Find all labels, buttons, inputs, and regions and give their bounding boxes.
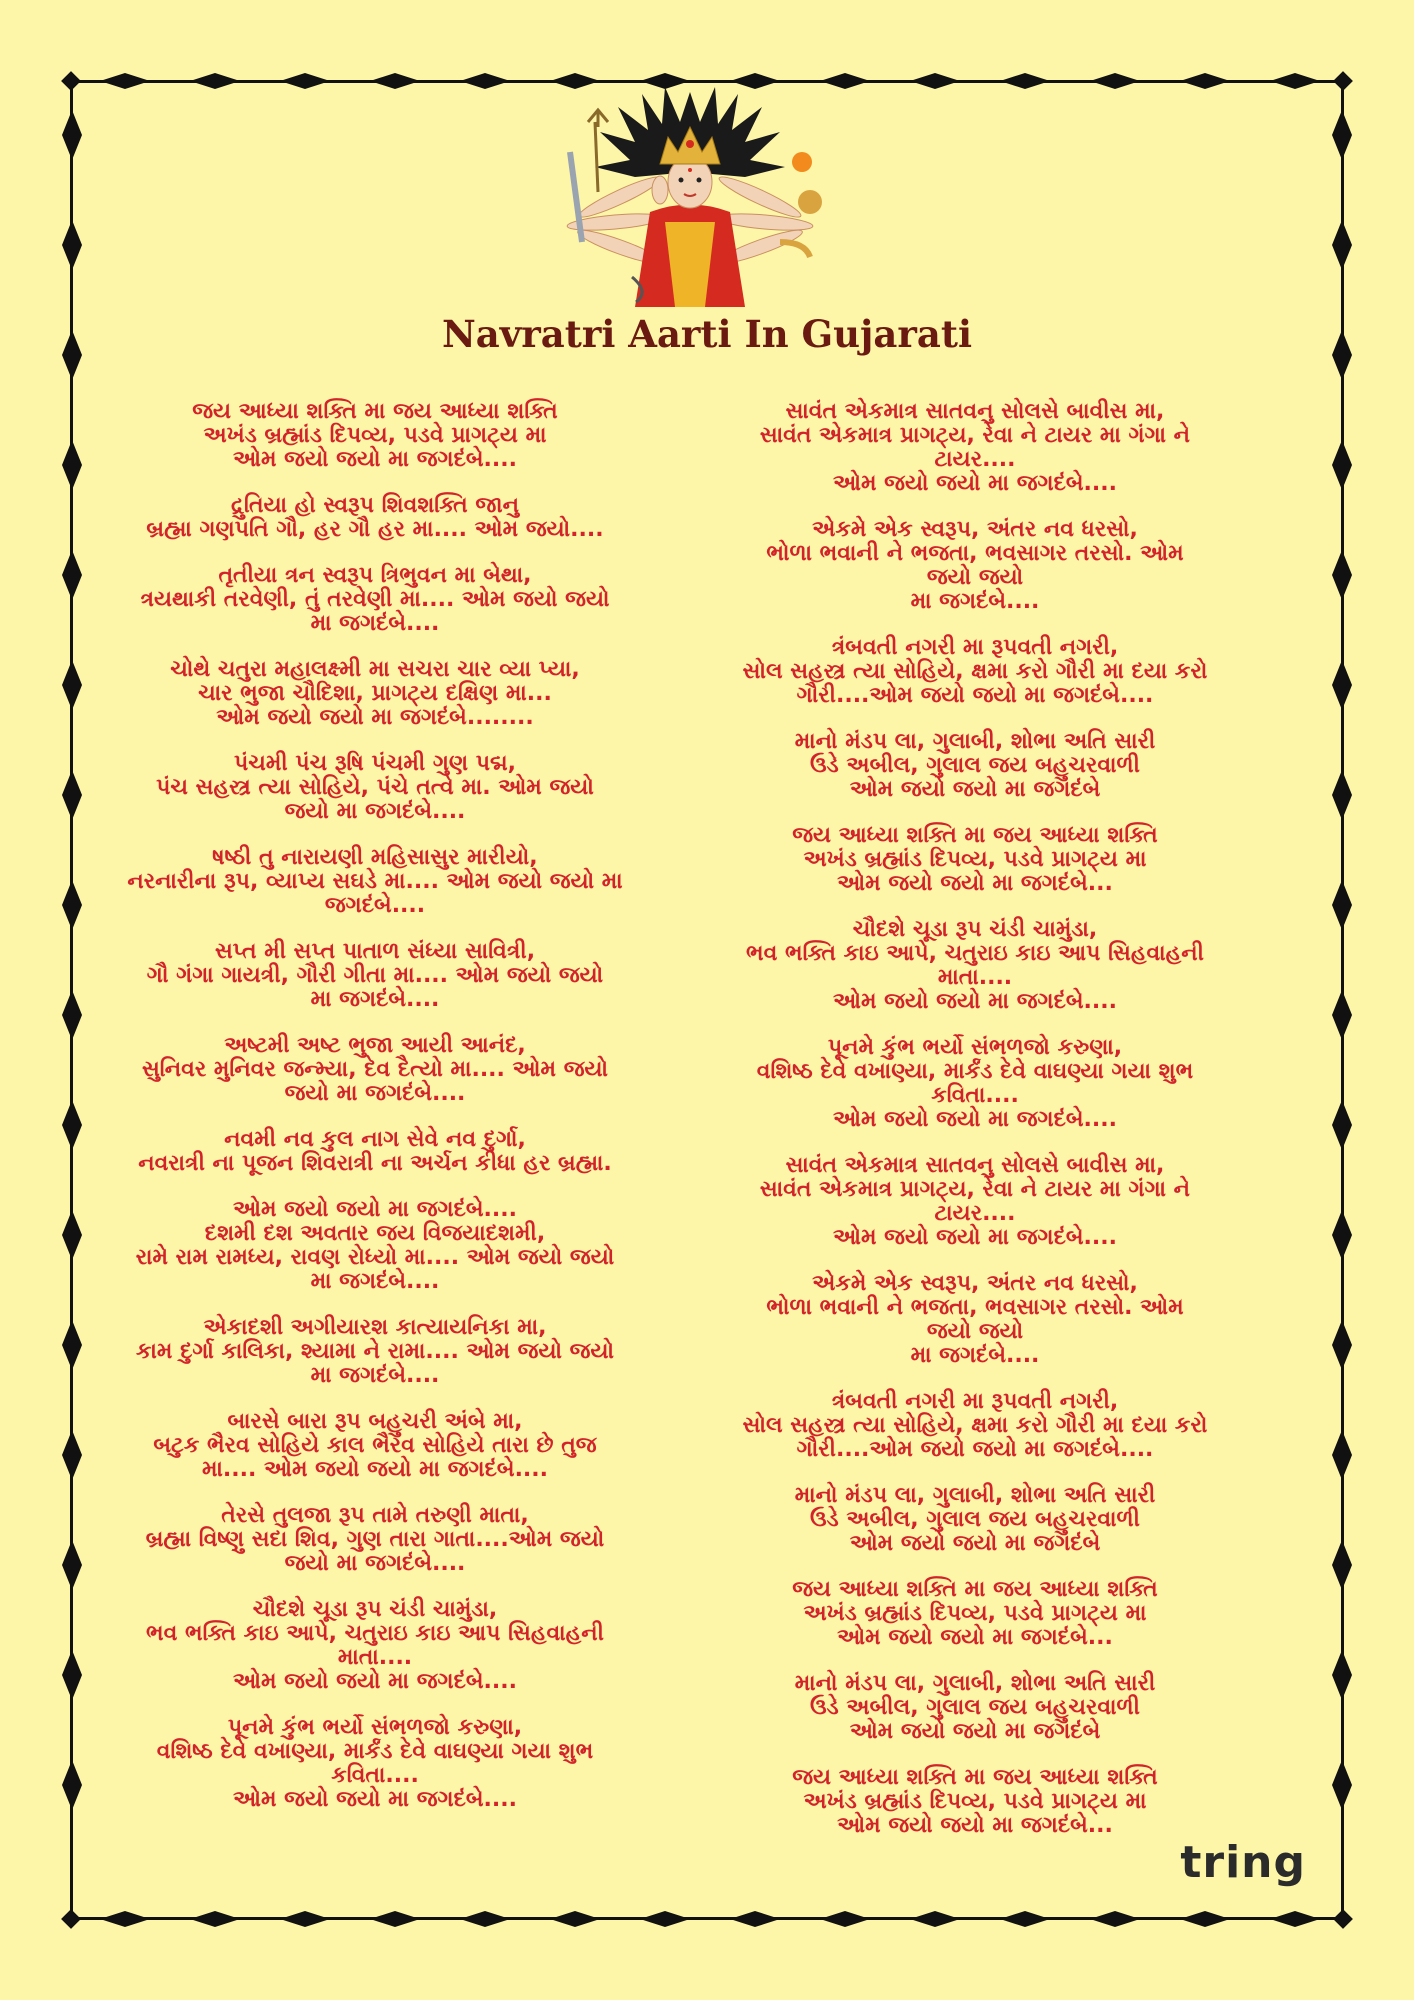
border-diamond [280, 73, 330, 89]
verse-stanza: ષષ્ઠી તુ નારાયણી મહિસાસુર મારીયો, નરનારીના રૂપ, વ્યાપ્ય સઘડે મા.... ઓમ જયો જયો મા જગદંબે.... [127, 845, 623, 918]
verse-stanza: એકમે એક સ્વરૂપ, અંતર નવ ધરસો, ભોળા ભવાની ને ભજતા, ભવસાગર તરસો. ઓમ જયો જયો મા જગદંબે.... [766, 517, 1184, 614]
border-diamond [280, 1911, 330, 1927]
border-diamond [1332, 660, 1352, 710]
verses-left-column [95, 400, 655, 1834]
border-diamond [1332, 880, 1352, 930]
durga-goddess-illustration [540, 82, 840, 307]
border-diamond [62, 1430, 82, 1480]
verse-stanza: તેરસે તુલજા રૂપ તામે તરુણી માતા, બ્રહ્મા વિષ્ણુ સદા શિવ, ગુણ તારા ગાતા....ઓમ જયો જયો મા જગદંબે.... [145, 1503, 605, 1576]
verse-stanza: પૂનમે કુંભ ભર્યો સંભળજો કરુણા, વશિષ્ઠ દેવે વખાણ્યા, માર્કંડ દેવે વાઘણ્યા ગયા શુભ કવિતા.... ઓમ જયો જયો મા જગદંબે.... [156, 1715, 594, 1812]
border-diamond [1332, 1210, 1352, 1260]
border-diamond [1332, 770, 1352, 820]
border-diamond [460, 1911, 510, 1927]
page-title: Navratri Aarti In Gujarati [441, 312, 973, 356]
verse-stanza: ચોથે ચતુરા મહાલક્ષ્મી મા સચરા ચાર વ્યા પ્યા, ચાર ભુજા ચૌદિશા, પ્રાગટ્ય દક્ષિણ મા... ઓમ જયો જયો મા જગદંબે........ [170, 657, 580, 730]
border-diamond [62, 880, 82, 930]
border-diamond [1332, 990, 1352, 1040]
verse-stanza: ઓમ જયો જયો મા જગદંબે.... દશમી દશ અવતાર જય વિજયાદશમી, રામે રામ રામધ્ય, રાવણ રોધ્યો મા.... ઓમ જયો જયો મા જગદંબે.... [135, 1197, 615, 1294]
border-diamond [730, 1911, 780, 1927]
verse-stanza: અષ્ટમી અષ્ટ ભુજા આયી આનંદ, સુનિવર મુનિવર જન્મ્યા, દેવ દૈત્યો મા.... ઓમ જયો જયો મા જગદંબે.... [141, 1033, 609, 1106]
verse-stanza: દ્રુતિયા હો સ્વરૂપ શિવશક્તિ જાનુ બ્રહ્મા ગણપતિ ગૌ, હર ગૌ હર મા.... ઓમ જયો.... [146, 493, 604, 542]
border-diamond [1332, 1540, 1352, 1590]
border-diamond [1332, 1320, 1352, 1370]
verse-stanza: માનો મંડપ લા, ગુલાબી, શોભા અતિ સારી ઉડે અબીલ, ગુલાલ જય બહુચરવાળી ઓમ જયો જયો મા જગદંબે [794, 729, 1156, 802]
border-diamond [100, 73, 150, 89]
border-diamond [1090, 73, 1140, 89]
border-diamond [1180, 1911, 1230, 1927]
border-diamond [62, 220, 82, 270]
border-diamond [1332, 550, 1352, 600]
verse-stanza: માનો મંડપ લા, ગુલાબી, શોભા અતિ સારી ઉડે અબીલ, ગુલાલ જય બહુચરવાળી ઓમ જયો જયો મા જગદંબે [794, 1483, 1156, 1556]
border-diamond [100, 1911, 150, 1927]
border-diamond [62, 440, 82, 490]
border-diamond [550, 1911, 600, 1927]
border-diamond [1332, 1100, 1352, 1150]
verse-stanza: ત્રંબવતી નગરી મા રૂપવતી નગરી, સોલ સહસ્ત્ર ત્યા સોહિયે, ક્ષમા કરો ગૌરી મા દયા કરો ગૌરી....ઓમ જયો જયો મા જગદંબે.... [742, 1389, 1208, 1462]
border-diamond [62, 660, 82, 710]
verse-stanza: સપ્ત મી સપ્ત પાતાળ સંધ્યા સાવિત્રી, ગૌ ગંગા ગાયત્રી, ગૌરી ગીતા મા.... ઓમ જયો જયો મા જગદંબે.... [146, 939, 604, 1012]
border-diamond [1270, 73, 1320, 89]
verse-stanza: ત્રંબવતી નગરી મા રૂપવતી નગરી, સોલ સહસ્ત્ર ત્યા સોહિયે, ક્ષમા કરો ગૌરી મા દયા કરો ગૌરી....ઓમ જયો જયો મા જગદંબે.... [742, 635, 1208, 708]
border-diamond [370, 73, 420, 89]
verse-stanza: જય આધ્યા શક્તિ મા જય આધ્યા શક્તિ અખંડ બ્રહ્માંડ દિપવ્ય, પડવે પ્રાગટ્ય મા ઓમ જયો જયો મા જગદંબે... [792, 1765, 1158, 1838]
border-diamond [910, 73, 960, 89]
verse-stanza: ચૌદશે ચૂડા રૂપ ચંડી ચામુંડા, ભવ ભક્તિ કાઇ આપે, ચતુરાઇ કાઇ આપ સિહવાહની માતા.... ઓમ જયો જયો મા જગદંબે.... [746, 917, 1204, 1014]
verse-stanza: સાવંત એકમાત્ર સાતવનુ સોલસે બાવીસ મા, સાવંત એકમાત્ર પ્રાગટ્ય, રેવા ને ટાયર મા ગંગા ને ટાયર.... ઓમ જયો જયો મા જગદંબે.... [759, 1153, 1191, 1250]
verse-stanza: તૃતીયા ત્રન સ્વરૂપ ત્રિભુવન મા બેથા, ત્રયથાકી તરવેણી, તું તરવેણી મા.... ઓમ જયો જયો મા જગદંબે.... [140, 563, 610, 636]
border-diamond [62, 1100, 82, 1150]
border-diamond [1332, 440, 1352, 490]
brand-logo: tring [1180, 1837, 1306, 1888]
corner-diamond [1333, 1909, 1353, 1929]
verse-stanza: માનો મંડપ લા, ગુલાબી, શોભા અતિ સારી ઉડે અબીલ, ગુલાલ જય બહુચરવાળી ઓમ જયો જયો મા જગદંબે [794, 1671, 1156, 1744]
border-diamond [640, 1911, 690, 1927]
border-diamond [1332, 220, 1352, 270]
verse-stanza: એકમે એક સ્વરૂપ, અંતર નવ ધરસો, ભોળા ભવાની ને ભજતા, ભવસાગર તરસો. ઓમ જયો જયો મા જગદંબે.... [766, 1271, 1184, 1368]
border-diamond [1332, 110, 1352, 160]
border-bottom [70, 1917, 1344, 1920]
border-diamond [460, 73, 510, 89]
verse-stanza: પૂનમે કુંભ ભર્યો સંભળજો કરુણા, વશિષ્ઠ દેવે વખાણ્યા, માર્કંડ દેવે વાઘણ્યા ગયા શુભ કવિતા.... ઓમ જયો જયો મા જગદંબે.... [756, 1035, 1194, 1132]
border-diamond [370, 1911, 420, 1927]
border-diamond [1000, 1911, 1050, 1927]
verse-stanza: પંચમી પંચ રૂષિ પંચમી ગુણ પદ્મ, પંચ સહસ્ત્ર ત્યા સોહિયે, પંચે તત્વે મા. ઓમ જયો જયો મા જગદંબે.... [156, 751, 594, 824]
border-diamond [190, 73, 240, 89]
corner-diamond [1333, 71, 1353, 91]
corner-diamond [61, 1909, 81, 1929]
border-diamond [190, 1911, 240, 1927]
border-diamond [62, 770, 82, 820]
verse-stanza: નવમી નવ કુલ નાગ સેવે નવ દુર્ગા, નવરાત્રી ના પૂજન શિવરાત્રી ના અર્ચન કીધા હર બ્રહ્મા. [138, 1127, 612, 1176]
border-diamond [1090, 1911, 1140, 1927]
border-diamond [62, 550, 82, 600]
border-diamond [910, 1911, 960, 1927]
border-diamond [62, 1760, 82, 1810]
border-diamond [820, 1911, 870, 1927]
corner-diamond [61, 71, 81, 91]
border-diamond [1332, 1650, 1352, 1700]
border-diamond [1332, 1430, 1352, 1480]
verse-stanza: સાવંત એકમાત્ર સાતવનુ સોલસે બાવીસ મા, સાવંત એકમાત્ર પ્રાગટ્ય, રેવા ને ટાયર મા ગંગા ને ટાયર.... ઓમ જયો જયો મા જગદંબે.... [759, 399, 1191, 496]
border-diamond [1332, 1760, 1352, 1810]
border-diamond [62, 1320, 82, 1370]
verse-stanza: બારસે બારા રૂપ બહુચરી અંબે મા, બટુક ભૈરવ સોહિયે કાલ ભૈરવ સોહિયે તારા છે તુજ મા.... ઓમ જયો જયો મા જગદંબે.... [153, 1409, 597, 1482]
verse-stanza: જય આધ્યા શક્તિ મા જય આધ્યા શક્તિ અખંડ બ્રહ્માંડ દિપવ્ય, પડવે પ્રાગટ્ય મા ઓમ જયો જયો મા જગદંબે... [792, 1577, 1158, 1650]
verses-right-column [695, 400, 1255, 1860]
verse-stanza: ચૌદશે ચૂડા રૂપ ચંડી ચામુંડા, ભવ ભક્તિ કાઇ આપે, ચતુરાઇ કાઇ આપ સિહવાહની માતા.... ઓમ જયો જયો મા જગદંબે.... [146, 1597, 604, 1694]
verse-stanza: એકાદશી અગીયારશ કાત્યાયનિકા મા, કામ દુર્ગા કાલિકા, શ્યામા ને રામા.... ઓમ જયો જયો મા જગદંબે.... [135, 1315, 614, 1388]
verse-stanza: જય આધ્યા શક્તિ મા જય આધ્યા શક્તિ અખંડ બ્રહ્માંડ દિપવ્ય, પડવે પ્રાગટ્ય મા ઓમ જયો જયો મા જગદંબે.... [192, 399, 558, 472]
verse-stanza: જય આધ્યા શક્તિ મા જય આધ્યા શક્તિ અખંડ બ્રહ્માંડ દિપવ્ય, પડવે પ્રાગટ્ય મા ઓમ જયો જયો મા જગદંબે... [792, 823, 1158, 896]
border-diamond [62, 1210, 82, 1260]
border-diamond [62, 990, 82, 1040]
border-diamond [62, 110, 82, 160]
border-diamond [1270, 1911, 1320, 1927]
border-diamond [1000, 73, 1050, 89]
border-diamond [62, 1540, 82, 1590]
border-diamond [1180, 73, 1230, 89]
border-diamond [62, 1650, 82, 1700]
